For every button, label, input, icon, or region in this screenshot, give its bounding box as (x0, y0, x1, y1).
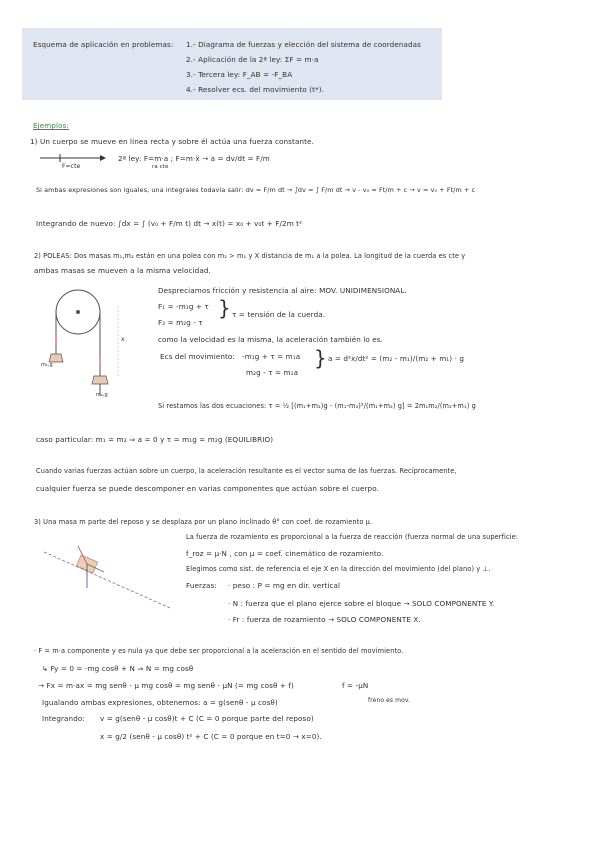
ex3-force-normal: · N : fuerza que el plano ejerce sobre el bloque → SOLO COMPONENTE Y. (228, 599, 495, 608)
ex3-force-weight: · peso : P = mg en dir. vertical (228, 581, 341, 590)
note-line1: Cuando varias fuerzas actúan sobre un cuerpo, la aceleración resultante es el vector suma de las fuerzas. Recíprocamente, (36, 467, 457, 475)
ex1-integral: Si ambas expresiones son iguales, una integrales todavía salir: dv = F/m dt → ∫dv = ∫ F/m dt → v - v₀ = Ft/m + c → v = v₀ + Ft/m + c (36, 186, 476, 194)
scheme-intro: Esquema de aplicación en problemas: (33, 40, 174, 49)
brace: } (218, 296, 231, 320)
ex2-eq2: m₂g - τ = m₁a (246, 368, 299, 377)
ex3b-l4: Igualando ambas expresiones, obtenemos: a = g(senθ - μ cosθ) (42, 698, 278, 707)
scheme-step-3: 3.- Tercera ley: F_AB = -F_BA (186, 70, 293, 79)
ex2-statement: 2) POLEAS: Dos masas m₁,m₂ están en una polea con m₂ > m₁ y X distancia de m₁ a la polea. La longitud de la cuerda es cte y (34, 252, 466, 260)
ex2-eqs-label: Ecs del movimiento: (160, 352, 235, 361)
ex1-law: 2ª ley: F=m·a ; F=m·ẍ → a = dv/dt = F/m (118, 154, 270, 163)
note-line2: cualquier fuerza se puede descomponer en varias componentes que actúan sobre el cuerpo. (36, 484, 379, 493)
ex2-f1: F₁ = -m₁g + τ (158, 302, 209, 311)
ex3b-l3: → Fx = m·ax = mg senθ - μ mg cosθ = mg senθ - μN (= mg cosθ + f) (38, 681, 294, 690)
ex1-law-sub: ra cte (152, 164, 169, 170)
ex1-integral2: Integrando de nuevo: ∫dx = ∫ (v₀ + F/m t) dt → x(t) = x₀ + v₀t + F/2m t² (36, 219, 303, 228)
pulley-diagram (38, 284, 138, 404)
pulley-m1-label: m₁,g (41, 362, 53, 368)
brace-2: } (314, 346, 327, 370)
force-arrow-diagram (38, 150, 108, 174)
ex3-p2: f_roz = μ·N , con μ = coef. cinemático de rozamiento. (186, 549, 384, 558)
ex3-p1: La fuerza de rozamiento es proporcional a la fuerza de reacción (fuerza normal de una superficie: (186, 533, 519, 541)
ex3b-l5: v = g(senθ - μ cosθ)t + C (C = 0 porque parte del reposo) (100, 714, 314, 723)
ex2-f2: F₂ = m₂g - τ (158, 318, 203, 327)
scheme-step-4: 4.- Resolver ecs. del movimiento (t*). (186, 85, 325, 94)
ex3b-l3b: f = -μN (342, 681, 369, 690)
ex1-statement: 1) Un cuerpo se mueve en línea recta y sobre él actúa una fuerza constante. (30, 137, 314, 146)
ex3-p3: Elegimos como sist. de referencia el eje X en la dirección del movimiento (del plano) y ⊥. (186, 565, 491, 573)
scheme-step-2: 2.- Aplicación de la 2ª ley: ΣF = m·a (186, 55, 319, 64)
ex3b-l3c: freno es mov. (368, 697, 411, 704)
ex3-forces-label: Fuerzas: (186, 581, 217, 590)
ex3b-l6: x = g/2 (senθ - μ cosθ) t² + C (C = 0 porque en t=0 → x=0). (100, 732, 322, 741)
ex2-assumption: Despreciamos fricción y resistencia al aire: MOV. UNIDIMENSIONAL. (158, 286, 407, 295)
ex3b-l1: · F = m·a componente y es nula ya que debe ser proporcional a la aceleración en el sentido del movimiento. (34, 647, 404, 655)
ex2-result: a = d²x/dt² = (m₂ - m₁)/(m₂ + m₁) · g (328, 354, 465, 363)
scheme-step-1: 1.- Diagrama de fuerzas y elección del sistema de coordenadas (186, 40, 422, 49)
ex2-special: caso particular: m₁ = m₂ ⇒ a = 0 y τ = m₁g = m₂g (EQUILIBRIO) (36, 435, 274, 444)
ex2-statement2: ambas masas se mueven a la misma velocidad. (34, 266, 211, 275)
ex3-statement: 3) Una masa m parte del reposo y se desplaza por un plano inclinado θ° con coef. de rozamiento μ. (34, 518, 373, 526)
incline-diagram (40, 534, 180, 614)
pulley-m2-label: m₂,g (96, 392, 108, 398)
ex2-tension-result: Si restamos las dos ecuaciones: τ = ½ [(m₁+m₂)g - (m₁-m₂)²/(m₁+m₂) g] = 2m₁m₂/(m₂+m₁) g (158, 402, 476, 410)
ex2-tension: τ = tensión de la cuerda. (232, 310, 326, 319)
ex3b-l2: ↳ Fy = 0 = -mg cosθ + N ⇒ N = mg cosθ (42, 664, 194, 673)
ex2-eq1: -m₁g + τ = m₁a (242, 352, 301, 361)
pulley-x-label: x (121, 336, 125, 343)
ex3b-l5-label: Integrando: (42, 714, 85, 723)
ex3-force-friction: · Fr : fuerza de rozamiento → SOLO COMPONENTE X. (228, 615, 421, 624)
examples-heading: Ejemplos: (33, 121, 69, 130)
force-label: F=cte (62, 163, 81, 170)
ex2-same-acc: como la velocidad es la misma, la aceleración también lo es. (158, 335, 384, 344)
